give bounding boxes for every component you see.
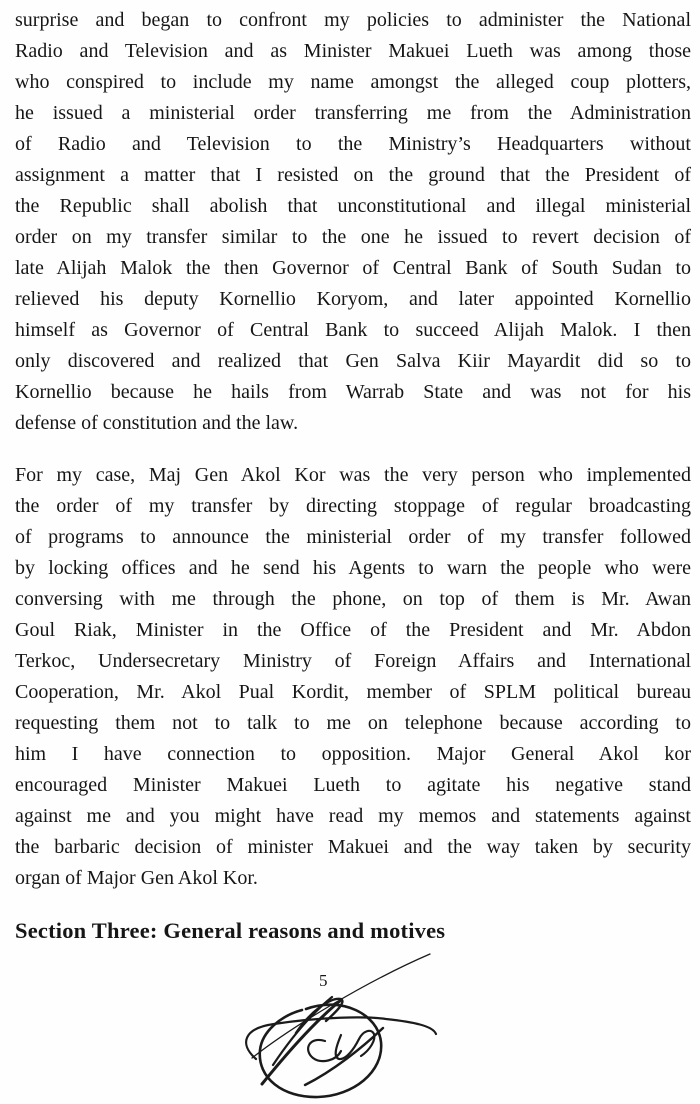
- text-line: Radio and Television and as Minister Makuei Lueth was among those: [15, 40, 691, 62]
- paragraph: [15, 5, 691, 439]
- text-line: late Alijah Malok the then Governor of Central Bank of South Sudan to: [15, 257, 691, 279]
- text-line: surprise and began to confront my policies to administer the National: [15, 9, 691, 31]
- page-number: 5: [319, 971, 328, 990]
- text-line: who conspired to include my name amongst the alleged coup plotters,: [15, 71, 691, 93]
- text-line: Goul Riak, Minister in the Office of the President and Mr. Abdon: [15, 619, 691, 641]
- text-line: Terkoc, Undersecretary Ministry of Foreign Affairs and International: [15, 650, 691, 672]
- text-line: organ of Major Gen Akol Kor.: [15, 867, 258, 889]
- text-line: of programs to announce the ministerial order of my transfer followed: [15, 526, 691, 548]
- text-line: the Republic shall abolish that unconstitutional and illegal ministerial: [15, 195, 691, 217]
- text-line: he issued a ministerial order transferring me from the Administration: [15, 102, 691, 124]
- text-line: requesting them not to talk to me on telephone because according to: [15, 712, 691, 734]
- section-heading: Section Three: General reasons and motives: [15, 918, 446, 943]
- text-line: against me and you might have read my memos and statements against: [15, 805, 691, 827]
- text-line: of Radio and Television to the Ministry’s Headquarters without: [15, 133, 691, 155]
- text-line: encouraged Minister Makuei Lueth to agitate his negative stand: [15, 774, 691, 796]
- text-line: himself as Governor of Central Bank to succeed Alijah Malok. I then: [15, 319, 691, 341]
- text-line: the order of my transfer by directing stoppage of regular broadcasting: [15, 495, 691, 517]
- text-line: the barbaric decision of minister Makuei and the way taken by security: [15, 836, 691, 858]
- text-line: Cooperation, Mr. Akol Pual Kordit, member of SPLM political bureau: [15, 681, 691, 703]
- text-line: assignment a matter that I resisted on the ground that the President of: [15, 164, 691, 186]
- text-line: by locking offices and he send his Agents to warn the people who were: [15, 557, 691, 579]
- text-line: only discovered and realized that Gen Salva Kiir Mayardit did so to: [15, 350, 691, 372]
- document-text-block: [15, 5, 691, 946]
- text-line: relieved his deputy Kornellio Koryom, and later appointed Kornellio: [15, 288, 691, 310]
- paragraph: [15, 460, 691, 894]
- text-line: defense of constitution and the law.: [15, 412, 299, 434]
- signature-icon: [190, 940, 550, 1104]
- text-line: him I have connection to opposition. Major General Akol kor: [15, 743, 691, 765]
- text-line: Kornellio because he hails from Warrab State and was not for his: [15, 381, 691, 403]
- text-line: conversing with me through the phone, on top of them is Mr. Awan: [15, 588, 691, 610]
- text-line: For my case, Maj Gen Akol Kor was the very person who implemented: [15, 464, 691, 486]
- text-line: order on my transfer similar to the one he issued to revert decision of: [15, 226, 691, 248]
